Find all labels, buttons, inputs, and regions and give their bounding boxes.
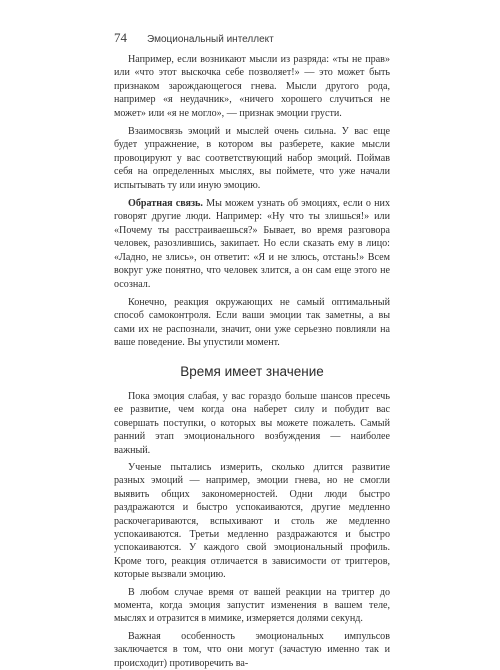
paragraph: В любом случае время от вашей реакции на триггер до момента, когда эмоция запустит изменения в вашем теле, мыслях и отразится в мимике, измеряется долями секунд. xyxy=(114,586,390,625)
paragraph: Взаимосвязь эмоций и мыслей очень сильна. У вас еще будет упражнение, в котором вы разберете, какие мысли провоцируют у вас соответствующий набор эмоций. Поймав себя на определенных мыслях, вы поймете, что уже начали испытывать ту или иную эмоцию. xyxy=(114,126,390,191)
section-heading: Время имеет значение xyxy=(180,363,324,379)
running-header xyxy=(114,30,274,46)
paragraph: Конечно, реакция окружающих не самый оптимальный способ самоконтроля. Если ваши эмоции так заметны, а вы сами их не распознали, значит, они уже серьезно повлияли на ваше поведение. Вы упустили момент. xyxy=(114,296,390,349)
run-in-heading: Обратная связь. xyxy=(128,198,203,210)
body-text xyxy=(114,53,390,670)
paragraph: Например, если возникают мысли из разряда: «ты не прав» или «что этот выскочка себе позволяет!» — это может быть признаком зарождающегося гнева. Мысли другого рода, например «я неудачник», «ничего хорошего случиться не может» или «я не могло», — признак эмоции грусти. xyxy=(114,54,390,119)
paragraph: Пока эмоция слабая, у вас гораздо больше шансов пресечь ее развитие, чем когда она наберет силу и побудит вас совершать поступки, о которых вы можете пожалеть. Самый ранний этап эмоционального возбуждения — наиболее важный. xyxy=(114,390,390,456)
section-body xyxy=(114,390,390,670)
page-number: 74 xyxy=(114,30,127,45)
paragraph: Важная особенность эмоциональных импульсов заключается в том, что они могут (зачастую именно так и происходит) противоречить ва- xyxy=(114,630,390,669)
paragraph: Ученые пытались измерить, сколько длится развитие разных эмоций — например, эмоции гнева, но не смогли выявить общих закономерностей. Одни люди быстро раздражаются и быстро успокаиваются, другие медленно раскочегариваются, вспыхивают и столь же медленно успокаиваются. Третьи медленно раздражаются и быстро успокаиваются. У каждого свой эмоциональный профиль. Кроме того, реакция отличается в зависимости от триггеров, которые вызвали эмоцию. xyxy=(114,461,390,581)
paragraph: Обратная связь. Мы можем узнать об эмоциях, если о них говорят другие люди. Например: «Ну что ты злишься!» или «Почему ты расстраиваешься?» Бывает, во время разговора человек, разозлившись, закипает. Но если сказать ему в лицо: «Ладно, не злись», он ответит: «Я и не злюсь, отстань!» Всем вокруг уже понятно, что человек злится, а он сам еще этого не осознал. xyxy=(114,198,390,290)
running-title: Эмоциональный интеллект xyxy=(147,34,274,45)
